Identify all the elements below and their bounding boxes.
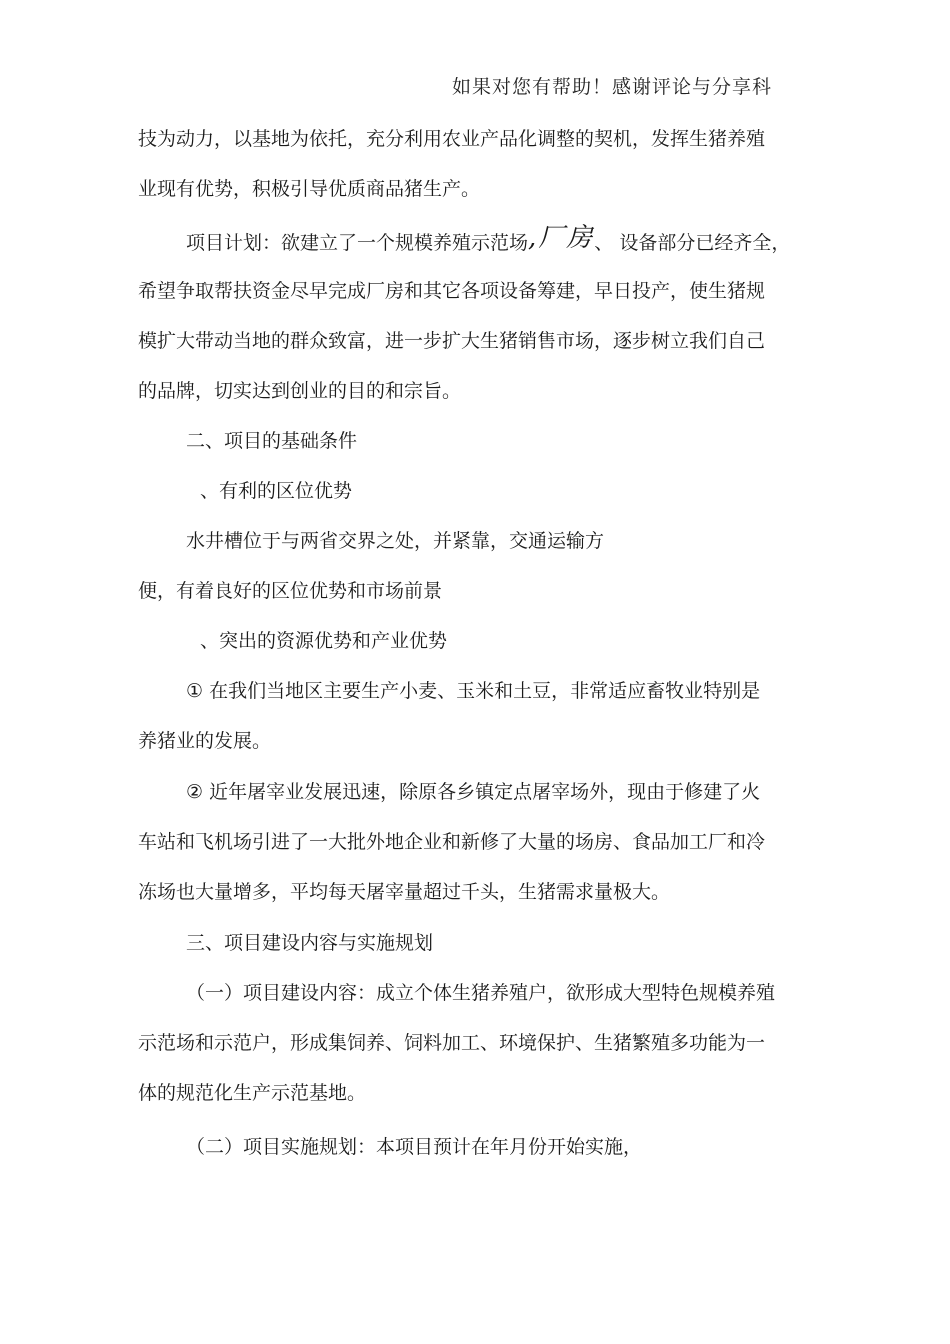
paragraph-line: 体的规范化生产示范基地。 — [138, 1082, 367, 1104]
paragraph-line: 冻场也大量增多，平均每天屠宰量超过千头，生猪需求量极大。 — [138, 881, 671, 903]
paragraph-line: 养猪业的发展。 — [138, 730, 272, 752]
section-heading: 三、项目建设内容与实施规划 — [186, 932, 434, 954]
paragraph-line: 示范场和示范户，形成集饲养、饲料加工、环境保护、生猪繁殖多功能为一 — [138, 1032, 766, 1054]
project-plan-text: 项目计划：欲建立了一个规模养殖示范场 — [186, 232, 529, 254]
paragraph-line: （二）项目实施规划：本项目预计在年月份开始实施， — [186, 1136, 643, 1158]
page-header-note: 如果对您有帮助！感谢评论与分享科 — [452, 76, 773, 98]
paragraph-line: 水井槽位于与两省交界之处，并紧靠，交通运输方 — [186, 530, 605, 552]
paragraph-line-project-plan — [186, 223, 791, 255]
paragraph-line: 车站和飞机场引进了一大批外地企业和新修了大量的场房、食品加工厂和冷 — [138, 831, 766, 853]
section-heading: 二、项目的基础条件 — [186, 430, 358, 452]
project-plan-text-continued: 、 设备部分已经齐全， — [594, 232, 791, 254]
paragraph-line: 的品牌，切实达到创业的目的和宗旨。 — [138, 380, 462, 402]
subsection-heading: 、有利的区位优势 — [200, 480, 353, 502]
paragraph-line: （一）项目建设内容：成立个体生猪养殖户，欲形成大型特色规模养殖 — [186, 982, 776, 1004]
paragraph-line: 希望争取帮扶资金尽早完成厂房和其它各项设备筹建，早日投产，使生猪规 — [138, 280, 766, 302]
paragraph-line: 业现有优势，积极引导优质商品猪生产。 — [138, 178, 481, 200]
paragraph-line: 模扩大带动当地的群众致富，进一步扩大生猪销售市场，逐步树立我们自己 — [138, 330, 766, 352]
list-item-1: ① 在我们当地区主要生产小麦、玉米和土豆，非常适应畜牧业特别是 — [186, 680, 761, 702]
list-item-2: ② 近年屠宰业发展迅速，除原各乡镇定点屠宰场外，现由于修建了火 — [186, 781, 761, 803]
paragraph-line: 技为动力，以基地为依托，充分利用农业产品化调整的契机，发挥生猪养殖 — [138, 128, 766, 150]
handwritten-factory-text: ,厂房 — [528, 223, 595, 253]
subsection-heading: 、突出的资源优势和产业优势 — [200, 630, 448, 652]
paragraph-line: 便，有着良好的区位优势和市场前景 — [138, 580, 443, 602]
